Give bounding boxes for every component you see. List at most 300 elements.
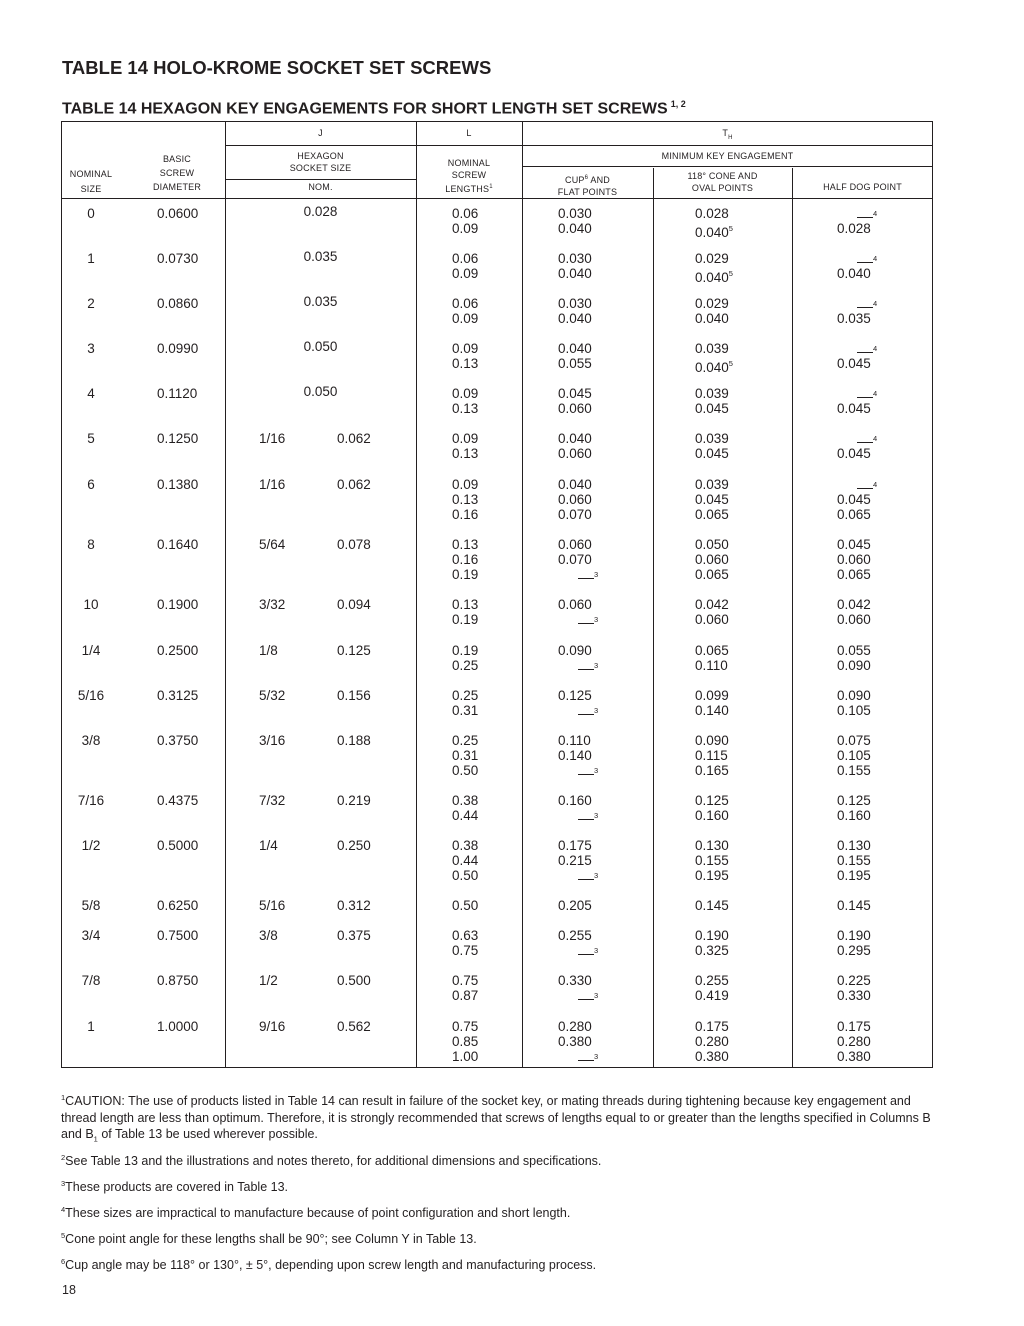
cup-flat-cell: 0.140 xyxy=(558,748,592,764)
cup-flat-cell: 0.330 xyxy=(558,973,592,988)
screw-length-cell: 0.38 xyxy=(452,793,479,808)
half-dog-cell: 0.060 xyxy=(837,552,871,568)
header-j: J xyxy=(318,128,323,138)
cup-flat-cell: 0.205 xyxy=(558,898,592,913)
header-line: SOCKET SIZE xyxy=(289,163,352,173)
basic-diameter-cell: 0.7500 xyxy=(157,928,199,943)
hex-nominal-cell: 0.375 xyxy=(337,928,371,943)
cup-flat-cell: 0.380 xyxy=(558,1034,592,1050)
half-dog-cell: 0.065 xyxy=(837,507,871,523)
half-dog-cell: 0.380 xyxy=(837,1049,871,1065)
screw-length-cell: 0.06 xyxy=(452,296,479,311)
footnote-text: Cup angle may be 118° or 130°, ± 5°, depending upon screw length and manufacturing process. xyxy=(65,1258,597,1273)
screw-length-cell: 0.44 xyxy=(452,808,479,824)
cup-flat-cell: 0.040 xyxy=(558,311,592,327)
screw-length-cell: 0.13 xyxy=(452,492,479,508)
footnote-ref: 3 xyxy=(594,871,599,881)
cone-oval-cell: 0.255 xyxy=(695,973,729,988)
half-dog-cell: 0.105 xyxy=(837,748,871,764)
header-rule xyxy=(62,198,933,199)
header-half-dog: HALF DOG POINT xyxy=(823,182,902,192)
footnote-ref: 4 xyxy=(873,254,878,263)
half-dog-cell: 0.130 xyxy=(837,838,871,853)
header-text: CUP xyxy=(565,175,585,185)
cell-value: 0.040 xyxy=(695,270,729,286)
hex-nominal-cell: 0.028 xyxy=(303,204,338,219)
cup-flat-cell: 0.255 xyxy=(558,928,592,943)
header-cup xyxy=(522,172,653,198)
half-dog-cell: 0.075 xyxy=(837,733,871,748)
footnote-ref: 5 xyxy=(728,224,733,234)
screw-length-cell: 0.09 xyxy=(452,221,479,237)
footnote-ref: 3 xyxy=(594,1052,599,1062)
hex-nominal-cell: 0.062 xyxy=(337,431,371,446)
half-dog-cell: 0.160 xyxy=(837,808,871,824)
cone-oval-cell: 0.050 xyxy=(695,537,729,552)
table-title xyxy=(62,99,686,118)
basic-diameter-cell: 0.1380 xyxy=(157,477,199,492)
screw-length-cell: 0.16 xyxy=(452,507,479,523)
half-dog-cell: 0.155 xyxy=(837,763,871,779)
hex-nominal-cell: 0.035 xyxy=(303,249,338,264)
footnote-ref: 3 xyxy=(594,661,599,671)
hex-nominal-cell: 0.062 xyxy=(337,477,371,492)
hex-fraction-cell: 3/16 xyxy=(259,733,286,748)
screw-length-cell: 0.13 xyxy=(452,401,479,417)
cone-oval-cell: 0.045 xyxy=(695,446,729,462)
basic-diameter-cell: 0.1120 xyxy=(157,386,198,401)
hex-nominal-cell: 0.188 xyxy=(337,733,371,748)
cone-oval-cell: 0.090 xyxy=(695,733,729,748)
cone-oval-cell: 0.045 xyxy=(695,492,729,508)
cup-flat-cell: 0.040 xyxy=(558,431,592,446)
table-title-footnote-ref: 1, 2 xyxy=(670,99,686,109)
cup-flat-cell: 0.070 xyxy=(558,507,592,523)
half-dog-cell: 0.145 xyxy=(837,898,871,913)
cone-oval-cell: 0.039 xyxy=(695,431,729,446)
cup-flat-cell: 0.060 xyxy=(558,597,592,612)
footnote-3 xyxy=(61,1176,936,1196)
half-dog-cell: 0.028 xyxy=(837,221,871,237)
col-divider xyxy=(792,168,793,1067)
half-dog-cell: 0.090 xyxy=(837,688,871,703)
dash-mark xyxy=(578,774,594,775)
header-line: OVAL POINTS xyxy=(691,183,754,193)
cup-flat-cell: 0.175 xyxy=(558,838,592,853)
screw-length-cell: 0.87 xyxy=(452,988,479,1004)
screw-length-cell: 0.75 xyxy=(452,1019,479,1034)
cone-oval-cell: 0.039 xyxy=(695,341,729,356)
header-nom: NOM. xyxy=(308,182,333,192)
dash-mark xyxy=(857,217,873,218)
footnote-4 xyxy=(61,1202,936,1222)
footnote-ref: 5 xyxy=(728,269,733,279)
cone-oval-cell: 0.190 xyxy=(695,928,729,943)
screw-length-cell: 0.31 xyxy=(452,748,479,764)
basic-diameter-cell: 0.1250 xyxy=(157,431,199,446)
header-line: 118° CONE AND xyxy=(687,171,758,181)
cone-oval-cell: 0.045 xyxy=(695,401,729,417)
screw-length-cell: 0.31 xyxy=(452,703,479,719)
hex-nominal-cell: 0.078 xyxy=(337,537,371,552)
half-dog-cell: 0.045 xyxy=(837,492,871,508)
cup-flat-cell xyxy=(578,943,598,962)
screw-length-cell: 0.19 xyxy=(452,643,479,658)
footnote-ref: 4 xyxy=(873,434,878,443)
dash-mark xyxy=(857,442,873,443)
header-hex-socket xyxy=(225,150,416,174)
nominal-size-cell: 5/16 xyxy=(77,688,105,703)
screw-length-cell: 0.09 xyxy=(452,311,479,327)
cup-flat-cell xyxy=(578,703,598,722)
half-dog-cell: 0.105 xyxy=(837,703,871,719)
screw-length-cell: 0.09 xyxy=(452,386,479,401)
half-dog-cell: 0.045 xyxy=(837,446,871,462)
header-cone xyxy=(653,170,792,194)
cup-flat-cell xyxy=(578,567,598,586)
nominal-size-cell: 3 xyxy=(87,341,95,356)
header-basic-diameter xyxy=(137,153,217,193)
nominal-size-cell: 1/2 xyxy=(81,838,101,853)
cone-oval-cell: 0.160 xyxy=(695,808,729,824)
screw-length-cell: 0.85 xyxy=(452,1034,479,1050)
cone-oval-cell: 0.060 xyxy=(695,552,729,568)
half-dog-cell: 0.280 xyxy=(837,1034,871,1050)
dash-mark xyxy=(857,307,873,308)
nominal-size-cell: 1 xyxy=(87,251,95,266)
basic-diameter-cell: 0.6250 xyxy=(157,898,199,913)
footnote-ref: 3 xyxy=(594,706,599,716)
cup-flat-cell: 0.090 xyxy=(558,643,592,658)
basic-diameter-cell: 0.0990 xyxy=(157,341,199,356)
basic-diameter-cell: 1.0000 xyxy=(157,1019,199,1034)
header-line: NOMINAL xyxy=(447,158,491,168)
col-divider xyxy=(522,122,523,1067)
cup-flat-cell xyxy=(578,1049,598,1068)
hex-fraction-cell: 3/8 xyxy=(259,928,278,943)
hex-nominal-cell: 0.250 xyxy=(337,838,371,853)
nominal-size-cell: 4 xyxy=(87,386,95,401)
basic-diameter-cell: 0.2500 xyxy=(157,643,199,658)
cup-flat-cell xyxy=(578,808,598,827)
dash-mark xyxy=(857,262,873,263)
screw-length-cell: 0.09 xyxy=(452,266,479,282)
cup-flat-cell: 0.060 xyxy=(558,492,592,508)
footnote-text: These sizes are impractical to manufacture because of point configuration and short length. xyxy=(65,1206,571,1221)
cup-flat-cell: 0.070 xyxy=(558,552,592,568)
nominal-size-cell: 0 xyxy=(87,206,95,221)
screw-length-cell: 0.09 xyxy=(452,431,479,446)
cup-flat-cell xyxy=(578,988,598,1007)
footnote-ref: 3 xyxy=(594,766,599,776)
cone-oval-cell xyxy=(695,266,733,285)
footnote-ref: 4 xyxy=(873,299,878,308)
header-footnote-ref: 6 xyxy=(584,175,589,181)
dash-mark xyxy=(578,623,594,624)
nominal-size-cell: 7/8 xyxy=(81,973,101,988)
cone-oval-cell: 0.040 xyxy=(695,311,729,327)
hex-nominal-cell: 0.312 xyxy=(337,898,371,913)
cone-oval-cell: 0.042 xyxy=(695,597,729,612)
half-dog-cell: 0.045 xyxy=(837,401,871,417)
dash-mark xyxy=(578,879,594,880)
header-line: SCREW xyxy=(451,170,487,180)
cone-oval-cell: 0.110 xyxy=(695,658,728,674)
key-engagement-table xyxy=(61,121,933,1068)
basic-diameter-cell: 0.1900 xyxy=(157,597,199,612)
footnote-number: 2 xyxy=(61,1153,66,1162)
screw-length-cell: 0.13 xyxy=(452,446,479,462)
half-dog-cell: 0.225 xyxy=(837,973,871,988)
header-rule xyxy=(225,179,416,180)
half-dog-cell: 0.045 xyxy=(837,537,871,552)
nominal-size-cell: 1/4 xyxy=(81,643,101,658)
screw-length-cell: 0.75 xyxy=(452,943,479,959)
header-line: SIZE xyxy=(80,184,102,194)
half-dog-cell: 0.175 xyxy=(837,1019,871,1034)
hex-nominal-cell: 0.035 xyxy=(303,294,338,309)
footnote-ref: 4 xyxy=(873,480,878,489)
header-line: FLAT POINTS xyxy=(557,187,618,197)
footnote-ref: 3 xyxy=(594,811,599,821)
footnote-ref: 4 xyxy=(873,209,878,218)
nominal-size-cell: 1 xyxy=(87,1019,95,1034)
cone-oval-cell: 0.029 xyxy=(695,251,729,266)
screw-length-cell: 0.06 xyxy=(452,251,479,266)
footnote-text: These products are covered in Table 13. xyxy=(65,1180,288,1195)
basic-diameter-cell: 0.3125 xyxy=(157,688,199,703)
cup-flat-cell: 0.280 xyxy=(558,1019,592,1034)
cone-oval-cell: 0.165 xyxy=(695,763,729,779)
cup-flat-cell: 0.040 xyxy=(558,266,592,282)
cone-oval-cell: 0.065 xyxy=(695,567,729,583)
header-text: LENGTHS xyxy=(445,184,490,194)
nominal-size-cell: 5 xyxy=(87,431,95,446)
footnote-ref: 5 xyxy=(728,359,733,369)
cone-oval-cell: 0.140 xyxy=(695,703,729,719)
dash-mark xyxy=(578,714,594,715)
half-dog-cell: 0.035 xyxy=(837,311,871,327)
cup-flat-cell xyxy=(578,763,598,782)
footnote-number: 3 xyxy=(61,1179,66,1188)
dash-mark xyxy=(578,578,594,579)
half-dog-cell: 0.090 xyxy=(837,658,871,674)
cone-oval-cell: 0.380 xyxy=(695,1049,729,1065)
hex-fraction-cell: 3/32 xyxy=(259,597,286,612)
cup-flat-cell: 0.040 xyxy=(558,341,592,356)
footnote-ref: 3 xyxy=(594,570,599,580)
screw-length-cell: 1.00 xyxy=(452,1049,479,1065)
nominal-size-cell: 8 xyxy=(87,537,95,552)
screw-length-cell: 0.16 xyxy=(452,552,479,568)
footnote-ref: 4 xyxy=(873,344,878,353)
header-l: L xyxy=(466,128,472,138)
cone-oval-cell: 0.130 xyxy=(695,838,729,853)
cone-oval-cell: 0.028 xyxy=(695,206,729,221)
screw-length-cell: 0.13 xyxy=(452,356,479,372)
header-line: DIAMETER xyxy=(152,182,202,192)
hex-nominal-cell: 0.050 xyxy=(303,339,338,354)
cup-flat-cell: 0.215 xyxy=(558,853,592,869)
nominal-size-cell: 3/4 xyxy=(81,928,101,943)
screw-length-cell: 0.13 xyxy=(452,537,479,552)
hex-nominal-cell: 0.156 xyxy=(337,688,371,703)
header-line: NOMINAL xyxy=(69,169,113,179)
cup-flat-cell: 0.040 xyxy=(558,477,592,492)
dash-mark xyxy=(857,352,873,353)
hex-fraction-cell: 5/32 xyxy=(259,688,286,703)
cone-oval-cell: 0.039 xyxy=(695,386,729,401)
cone-oval-cell: 0.125 xyxy=(695,793,729,808)
footnote-ref: 3 xyxy=(594,615,599,625)
header-text: AND xyxy=(588,175,610,185)
hex-fraction-cell: 5/64 xyxy=(259,537,286,552)
cup-flat-cell: 0.040 xyxy=(558,221,592,237)
basic-diameter-cell: 0.1640 xyxy=(157,537,199,552)
cup-flat-cell xyxy=(578,658,598,677)
hex-fraction-cell: 9/16 xyxy=(259,1019,286,1034)
screw-length-cell: 0.38 xyxy=(452,838,479,853)
cone-oval-cell: 0.419 xyxy=(695,988,729,1004)
header-rule xyxy=(225,145,933,146)
table-title-text: TABLE 14 HEXAGON KEY ENGAGEMENTS FOR SHORT LENGTH SET SCREWS xyxy=(62,100,668,118)
screw-length-cell: 0.06 xyxy=(452,206,479,221)
basic-diameter-cell: 0.0860 xyxy=(157,296,199,311)
cup-flat-cell: 0.030 xyxy=(558,206,592,221)
half-dog-cell: 0.330 xyxy=(837,988,871,1004)
footnote-text: CAUTION: The use of products listed in Table 14 can result in failure of the socket key, or mating threads during tightening because key engagement and thread length are less than optimum. Therefore, it is strongly recommended that screws of lengths equal to or greater than the lengths specified in Columns B and B xyxy=(61,1094,931,1142)
header-nominal-lengths xyxy=(416,157,522,195)
footnote-text: of Table 13 be used wherever possible. xyxy=(97,1127,318,1142)
cup-flat-cell: 0.060 xyxy=(558,401,592,417)
dash-mark xyxy=(857,488,873,489)
cell-value: 0.040 xyxy=(695,360,729,376)
cone-oval-cell: 0.029 xyxy=(695,296,729,311)
half-dog-cell: 0.060 xyxy=(837,612,871,628)
half-dog-cell: 0.045 xyxy=(837,356,871,372)
cone-oval-cell: 0.065 xyxy=(695,643,729,658)
basic-diameter-cell: 0.0600 xyxy=(157,206,199,221)
footnote-2 xyxy=(61,1150,936,1170)
footnote-ref: 3 xyxy=(594,991,599,1001)
hex-fraction-cell: 1/16 xyxy=(259,477,286,492)
header-rule xyxy=(522,166,933,167)
dash-mark xyxy=(857,397,873,398)
hex-fraction-cell: 1/4 xyxy=(259,838,278,853)
screw-length-cell: 0.13 xyxy=(452,597,479,612)
cone-oval-cell: 0.065 xyxy=(695,507,729,523)
header-line xyxy=(522,172,653,186)
screw-length-cell: 0.19 xyxy=(452,567,479,583)
nominal-size-cell: 6 xyxy=(87,477,95,492)
basic-diameter-cell: 0.3750 xyxy=(157,733,199,748)
cell-value: 0.040 xyxy=(695,225,729,241)
cone-oval-cell xyxy=(695,356,733,375)
footnote-number: 6 xyxy=(61,1257,66,1266)
hex-nominal-cell: 0.094 xyxy=(337,597,371,612)
cup-flat-cell xyxy=(578,612,598,631)
half-dog-cell: 0.155 xyxy=(837,853,871,869)
cup-flat-cell: 0.110 xyxy=(558,733,591,748)
footnote-5 xyxy=(61,1228,936,1248)
basic-diameter-cell: 0.5000 xyxy=(157,838,199,853)
cone-oval-cell: 0.115 xyxy=(695,748,728,764)
half-dog-cell: 0.295 xyxy=(837,943,871,959)
screw-length-cell: 0.09 xyxy=(452,341,479,356)
header-line: BASIC xyxy=(162,154,191,164)
cup-flat-cell: 0.030 xyxy=(558,251,592,266)
screw-length-cell: 0.50 xyxy=(452,868,479,884)
basic-diameter-cell: 0.4375 xyxy=(157,793,199,808)
header-nominal-size xyxy=(62,168,120,195)
cone-oval-cell: 0.325 xyxy=(695,943,729,959)
hex-nominal-cell: 0.500 xyxy=(337,973,371,988)
footnote-text: Cone point angle for these lengths shall be 90°; see Column Y in Table 13. xyxy=(65,1232,477,1247)
basic-diameter-cell: 0.0730 xyxy=(157,251,199,266)
page-title: TABLE 14 HOLO-KROME SOCKET SET SCREWS xyxy=(62,57,492,78)
header-line: SCREW xyxy=(159,168,195,178)
dash-mark xyxy=(578,819,594,820)
header-th-sub: H xyxy=(728,134,733,141)
cup-flat-cell: 0.055 xyxy=(558,356,592,372)
half-dog-cell: 0.040 xyxy=(837,266,871,282)
half-dog-cell: 0.190 xyxy=(837,928,871,943)
cup-flat-cell: 0.160 xyxy=(558,793,592,808)
header-th xyxy=(522,127,933,144)
screw-length-cell: 0.19 xyxy=(452,612,479,628)
screw-length-cell: 0.44 xyxy=(452,853,479,869)
footnote-text: See Table 13 and the illustrations and notes thereto, for additional dimensions and specifications. xyxy=(65,1154,602,1169)
footnote-number: 5 xyxy=(61,1231,66,1240)
header-line xyxy=(416,181,522,195)
hex-fraction-cell: 1/2 xyxy=(259,973,278,988)
hex-nominal-cell: 0.125 xyxy=(337,643,371,658)
cone-oval-cell: 0.155 xyxy=(695,853,729,869)
cup-flat-cell: 0.060 xyxy=(558,446,592,462)
cone-oval-cell: 0.099 xyxy=(695,688,729,703)
screw-length-cell: 0.25 xyxy=(452,688,479,703)
cup-flat-cell xyxy=(578,868,598,887)
screw-length-cell: 0.09 xyxy=(452,477,479,492)
hex-fraction-cell: 1/8 xyxy=(259,643,278,658)
cup-flat-cell: 0.045 xyxy=(558,386,592,401)
half-dog-cell: 0.042 xyxy=(837,597,871,612)
nominal-size-cell: 3/8 xyxy=(81,733,101,748)
screw-length-cell: 0.25 xyxy=(452,658,479,674)
hex-nominal-cell: 0.050 xyxy=(303,384,338,399)
half-dog-cell: 0.055 xyxy=(837,643,871,658)
screw-length-cell: 0.63 xyxy=(452,928,479,943)
cone-oval-cell: 0.175 xyxy=(695,1019,729,1034)
nominal-size-cell: 5/8 xyxy=(81,898,101,913)
hex-fraction-cell: 7/32 xyxy=(259,793,286,808)
hex-fraction-cell: 5/16 xyxy=(259,898,286,913)
cone-oval-cell: 0.145 xyxy=(695,898,729,913)
footnote-6 xyxy=(61,1254,936,1274)
hex-nominal-cell: 0.562 xyxy=(337,1019,371,1034)
cone-oval-cell xyxy=(695,221,733,240)
footnote-ref: 3 xyxy=(594,946,599,956)
col-divider xyxy=(653,168,654,1067)
cup-flat-cell: 0.030 xyxy=(558,296,592,311)
footnote-number: 4 xyxy=(61,1205,66,1214)
hex-fraction-cell: 1/16 xyxy=(259,431,286,446)
half-dog-cell: 0.125 xyxy=(837,793,871,808)
dash-mark xyxy=(578,669,594,670)
screw-length-cell: 0.75 xyxy=(452,973,479,988)
cone-oval-cell: 0.039 xyxy=(695,477,729,492)
nominal-size-cell: 2 xyxy=(87,296,95,311)
